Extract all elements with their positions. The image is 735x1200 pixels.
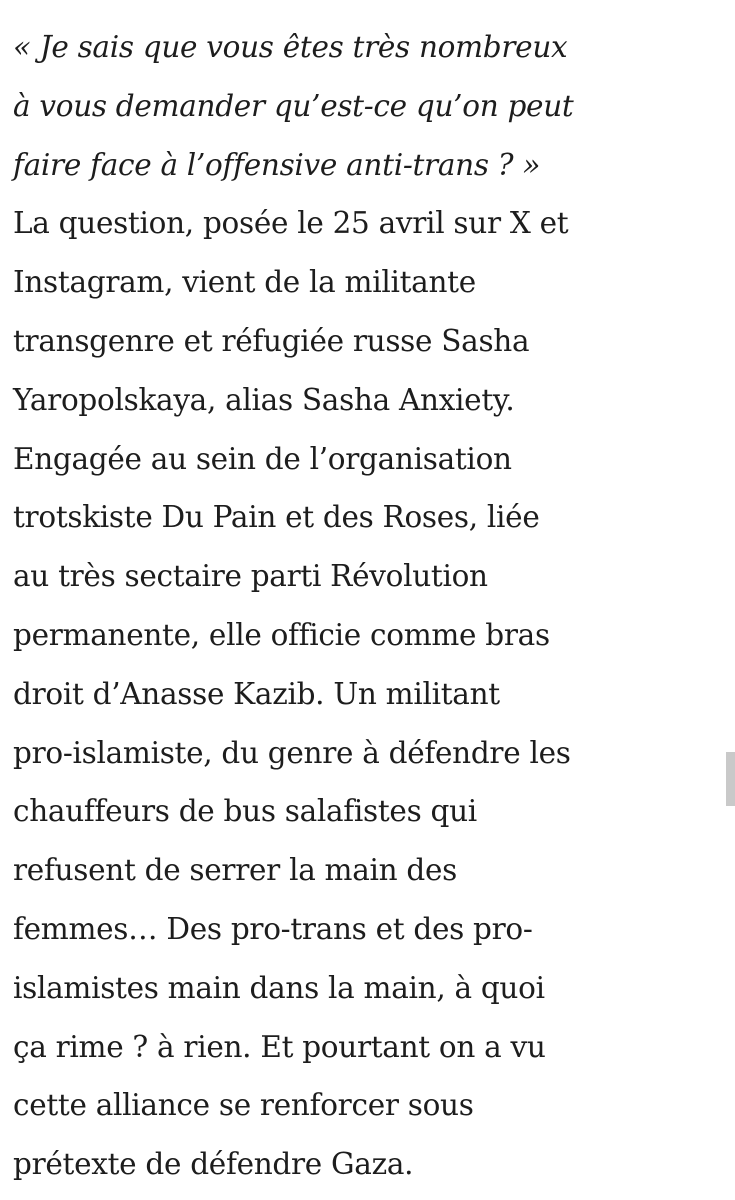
paragraph-line: transgenre et réfugiée russe Sasha xyxy=(13,323,530,358)
paragraph-line: Engagée au sein de l’organisation xyxy=(13,441,512,476)
paragraph-line: cette alliance se renforcer sous xyxy=(13,1088,474,1123)
scrollbar-thumb[interactable] xyxy=(726,752,735,806)
paragraph-line: Yaropolskaya, alias Sasha Anxiety. xyxy=(13,382,515,417)
paragraph-line: La question, posée le 25 avril sur X et xyxy=(13,206,569,241)
paragraph-line: islamistes main dans la main, à quoi xyxy=(13,970,545,1005)
quote-line: « Je sais que vous êtes très nombreux xyxy=(13,30,568,64)
quote-line: à vous demander qu’est-ce qu’on peut xyxy=(13,88,574,123)
paragraph-line: trotskiste Du Pain et des Roses, liée xyxy=(13,500,540,535)
paragraph-line: prétexte de défendre Gaza. xyxy=(13,1147,414,1182)
article-body xyxy=(13,18,713,1194)
paragraph-line: pro-islamiste, du genre à défendre les xyxy=(13,735,571,770)
paragraph-line: femmes… Des pro-trans et des pro- xyxy=(13,911,533,946)
paragraph-line: au très sectaire parti Révolution xyxy=(13,559,488,594)
paragraph-line: chauffeurs de bus salafistes qui xyxy=(13,794,477,829)
paragraph-line: Instagram, vient de la militante xyxy=(13,265,476,300)
paragraph-line: droit d’Anasse Kazib. Un militant xyxy=(13,676,500,711)
quote-line: faire face à l’offensive anti-trans ? » xyxy=(13,147,541,182)
paragraph-line: ça rime ? à rien. Et pourtant on a vu xyxy=(13,1029,546,1064)
paragraph-line: refusent de serrer la main des xyxy=(13,853,458,888)
paragraph-line: permanente, elle officie comme bras xyxy=(13,617,550,652)
